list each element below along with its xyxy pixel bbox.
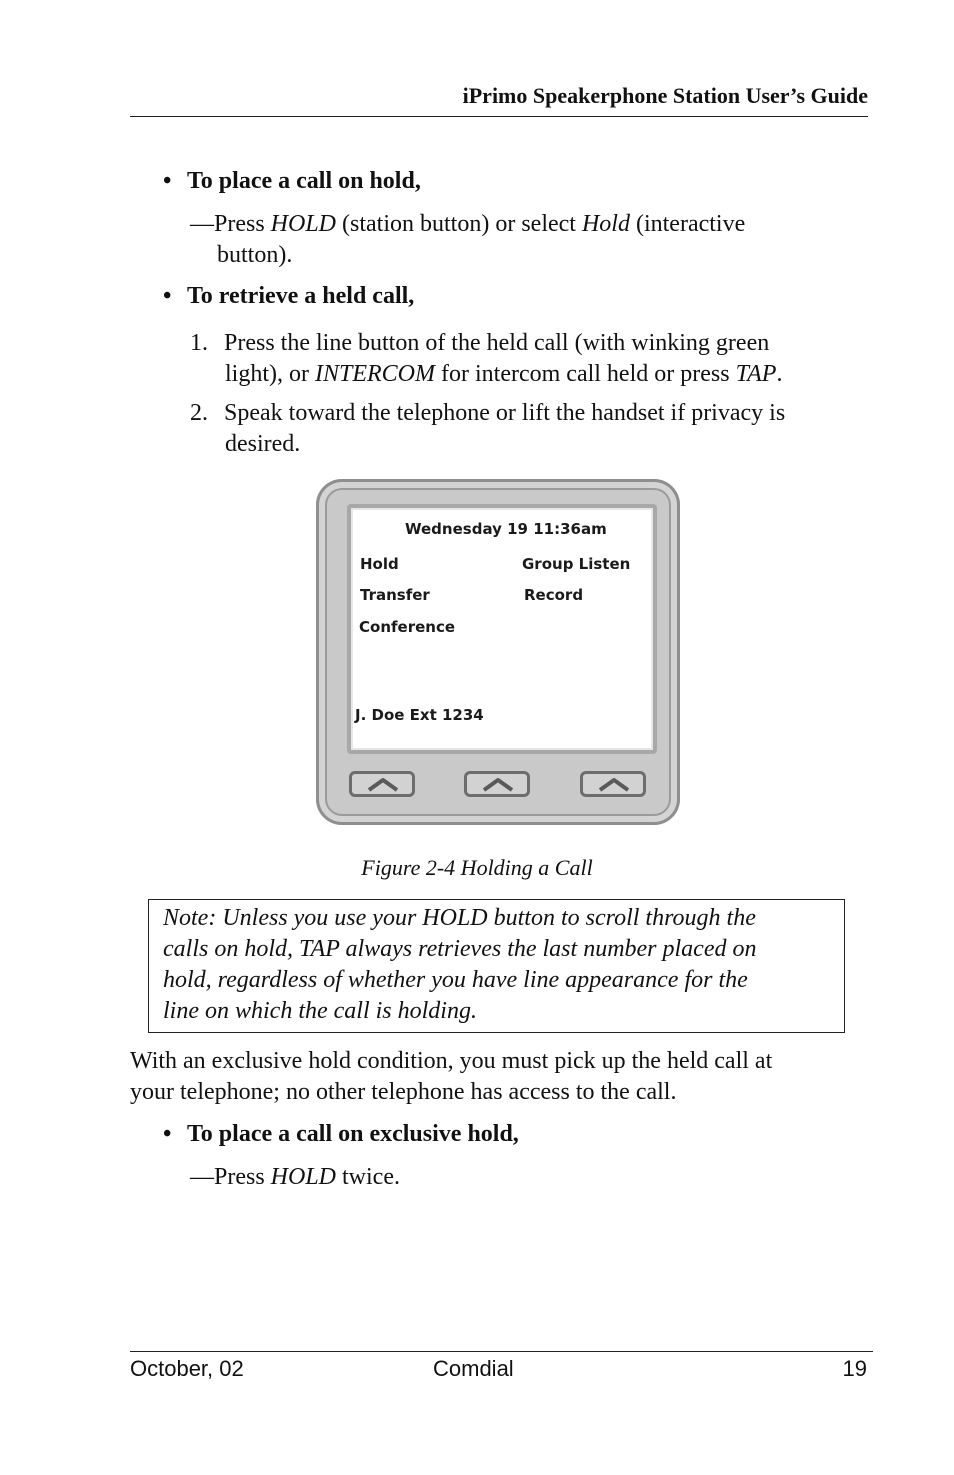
- running-header: [130, 80, 868, 117]
- chevron-up-icon: [597, 776, 631, 792]
- bullet-exclusive-hold: [163, 1121, 519, 1148]
- instruction-text: (station button) or select: [336, 211, 582, 237]
- bullet-label: To place a call on exclusive hold,: [187, 1121, 519, 1147]
- hold-instruction-cont: button).: [217, 242, 293, 268]
- step2-line2: desired.: [225, 431, 301, 457]
- step2-line1: Speak toward the telephone or lift the handset if privacy is: [224, 400, 786, 426]
- note-line: Note: Unless you use your HOLD button to scroll through the: [163, 905, 756, 931]
- footer-company: Comdial: [433, 1356, 514, 1381]
- bullet-label: To retrieve a held call,: [187, 283, 415, 309]
- instruction-text: (interactive: [629, 211, 746, 237]
- scroll-button-right: [580, 771, 646, 797]
- bullet-icon: •: [163, 168, 172, 194]
- phone-display-figure: [316, 479, 680, 825]
- step-text: for intercom call held or press: [435, 361, 736, 387]
- softkey-group-listen: Group Listen: [522, 555, 631, 573]
- page-number: 19: [842, 1356, 867, 1381]
- intercom-key: INTERCOM: [315, 361, 435, 387]
- phone-screen: [347, 504, 657, 754]
- note-line: line on which the call is holding.: [163, 998, 477, 1024]
- screen-datetime: Wednesday 19 11:36am: [405, 520, 607, 538]
- step-number: 1.: [190, 330, 208, 356]
- instruction-dash: —Press: [190, 1164, 271, 1190]
- hold-softkey: Hold: [581, 211, 630, 237]
- bullet-place-hold: [163, 168, 421, 195]
- step1-line1: Press the line button of the held call (with winking green: [224, 330, 770, 356]
- chevron-up-icon: [481, 776, 515, 792]
- hold-key: HOLD: [270, 211, 337, 237]
- bullet-label: To place a call on hold,: [187, 168, 421, 194]
- note-line: calls on hold, TAP always retrieves the last number placed on: [163, 936, 757, 962]
- exclusive-hold-paragraph-line1: With an exclusive hold condition, you must pick up the held call at: [130, 1048, 773, 1074]
- note-line: hold, regardless of whether you have line appearance for the: [163, 967, 748, 993]
- tap-key: TAP: [735, 361, 777, 387]
- step1-line2: [225, 359, 782, 390]
- bullet-icon: •: [163, 283, 172, 309]
- softkey-transfer: Transfer: [360, 586, 430, 604]
- scroll-button-left: [349, 771, 415, 797]
- scroll-button-center: [464, 771, 530, 797]
- screen-user-ext: J. Doe Ext 1234: [355, 706, 484, 724]
- bullet-retrieve: [163, 283, 414, 310]
- figure-caption: Figure 2-4 Holding a Call: [361, 855, 593, 880]
- step-text: .: [776, 361, 783, 387]
- guide-title: iPrimo Speakerphone Station User’s Guide: [462, 83, 868, 108]
- hold-key: HOLD: [270, 1164, 337, 1190]
- footer-date: October, 02: [130, 1356, 244, 1381]
- page-footer: [130, 1351, 873, 1381]
- instruction-dash: —Press: [190, 211, 271, 237]
- bullet-icon: •: [163, 1121, 172, 1147]
- softkey-conference: Conference: [359, 618, 456, 636]
- instruction-text: twice.: [336, 1164, 400, 1190]
- hold-instruction: [190, 209, 745, 240]
- softkey-hold: Hold: [360, 555, 399, 573]
- exclusive-hold-paragraph-line2: your telephone; no other telephone has access to the call.: [130, 1079, 677, 1105]
- chevron-up-icon: [366, 776, 400, 792]
- exclusive-hold-instruction: [190, 1162, 400, 1193]
- step-text: light), or: [225, 361, 315, 387]
- softkey-record: Record: [524, 586, 584, 604]
- step-number: 2.: [190, 400, 208, 426]
- note-box: [148, 899, 845, 1033]
